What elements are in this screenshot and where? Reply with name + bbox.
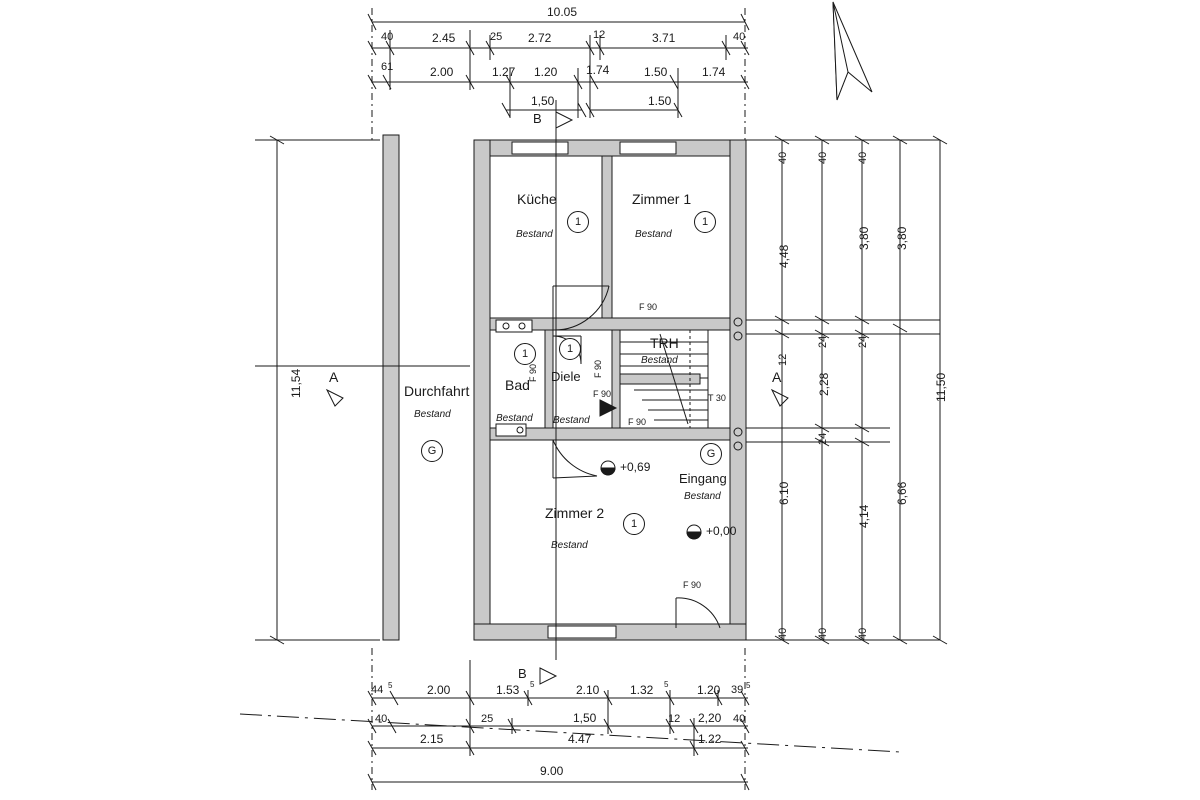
dim-top-r1-3: 2.72: [528, 31, 552, 45]
fire-rating-f90-6: F 90: [683, 580, 702, 590]
room-label-bad: Bad: [505, 377, 530, 393]
dim-right-b-4: 40: [817, 627, 829, 640]
fire-rating-f90-5: F 90: [628, 417, 647, 427]
dim-right-a-4: 40: [777, 627, 789, 640]
dim-top-r1-2: 25: [490, 31, 503, 43]
dim-bottom-r2-1: 25: [481, 713, 494, 725]
dim-left-vertical: 11,54: [289, 368, 303, 398]
room-tag-trh: Bestand: [641, 355, 678, 366]
dim-top-r3-0: 1,50: [531, 94, 555, 108]
dim-right-a-0: 40: [777, 151, 789, 164]
dim-right-c-2: 24: [857, 335, 869, 348]
dim-bottom-r1-4: 5: [530, 680, 535, 689]
room-tag-zimmer1: Bestand: [635, 229, 672, 240]
room-marker-zimmer2: 1: [623, 513, 645, 535]
dim-bottom-r2-4: 2,20: [698, 711, 722, 725]
room-marker-durchfahrt: G: [421, 440, 443, 462]
dim-bottom-r2-3: 12: [668, 713, 681, 725]
room-marker-diele: 1: [559, 338, 581, 360]
dim-bottom-r3-1: 4.47: [568, 732, 592, 746]
level-mark-000: +0,00: [706, 524, 737, 538]
dim-top-r1-0: 40: [381, 31, 394, 43]
room-label-kueche: Küche: [517, 191, 557, 207]
fire-rating-f90-2: F 90: [593, 359, 603, 378]
dim-top-r1-1: 2.45: [432, 31, 456, 45]
dim-bottom-r2-2: 1,50: [573, 711, 597, 725]
dim-right-c-1: 3,80: [857, 226, 871, 250]
dim-bottom-r1-8: 1.20: [697, 683, 721, 697]
dim-right-b-0: 40: [817, 151, 829, 164]
dim-bottom-r3-2: 1.22: [698, 732, 722, 746]
dim-bottom-r1-0: 44: [371, 684, 384, 696]
dim-bottom-r1-9: 39: [731, 684, 744, 696]
dim-right-a-1: 4,48: [777, 244, 791, 268]
dim-bottom-r2-5: 40: [733, 713, 746, 725]
room-label-durchfahrt: Durchfahrt: [404, 383, 470, 399]
dim-top-r2-1: 2.00: [430, 65, 454, 79]
dim-right-c-0: 40: [857, 151, 869, 164]
dim-bottom-r1-10: 5: [746, 681, 751, 690]
dim-bottom-r2-0: 40: [375, 713, 388, 725]
section-mark-b-top: B: [533, 111, 542, 126]
dim-top-r3-1: 1.50: [648, 94, 672, 108]
room-tag-diele: Bestand: [553, 415, 590, 426]
room-label-diele: Diele: [551, 369, 581, 384]
dim-bottom-overall: 9.00: [540, 764, 564, 778]
dim-right-b-2: 2,28: [817, 372, 831, 396]
dim-top-r2-3: 1.20: [534, 65, 558, 79]
room-marker-eingang: G: [700, 443, 722, 465]
dim-top-r1-4: 12: [593, 29, 606, 41]
room-marker-zimmer1: 1: [694, 211, 716, 233]
dim-top-r2-5: 1.50: [644, 65, 668, 79]
section-mark-a-left: A: [329, 369, 339, 385]
room-tag-kueche: Bestand: [516, 229, 553, 240]
dim-right-c-3: 4,14: [857, 504, 871, 528]
room-tag-eingang: Bestand: [684, 491, 721, 502]
fire-rating-f90-4: F 90: [593, 389, 612, 399]
dim-top-r2-6: 1.74: [702, 65, 726, 79]
dim-top-r1-5: 3.71: [652, 31, 676, 45]
dim-right-c-4: 40: [857, 627, 869, 640]
fire-rating-f90-1: F 90: [639, 302, 658, 312]
dim-bottom-r1-1: 5: [388, 681, 393, 690]
dim-right-e-0: 11,50: [934, 372, 948, 402]
room-label-zimmer2: Zimmer 2: [545, 505, 605, 521]
section-mark-b-bottom: B: [518, 666, 527, 681]
dim-top-r2-4: 1.74: [586, 63, 610, 77]
room-tag-durchfahrt: Bestand: [414, 409, 451, 420]
dim-bottom-r1-3: 1.53: [496, 683, 520, 697]
dim-bottom-r1-5: 2.10: [576, 683, 600, 697]
fire-rating-t30: T 30: [708, 393, 726, 403]
dim-top-r2-2: 1.27: [492, 65, 516, 79]
dim-bottom-r1-6: 1.32: [630, 683, 654, 697]
room-marker-bad: 1: [514, 343, 536, 365]
dim-bottom-r1-2: 2.00: [427, 683, 451, 697]
dim-right-b-1: 24: [817, 335, 829, 348]
dim-bottom-r1-7: 5: [664, 680, 669, 689]
dim-right-a-3: 6.10: [777, 481, 791, 505]
room-label-trh: TRH: [650, 335, 679, 351]
dim-top-r2-0: 61: [381, 61, 394, 73]
dim-right-a-2: 12: [777, 353, 789, 366]
dim-bottom-r3-0: 2.15: [420, 732, 444, 746]
fire-rating-f90-3: F 90: [528, 363, 538, 382]
dim-right-d-1: 6,66: [895, 481, 909, 505]
room-label-zimmer1: Zimmer 1: [632, 191, 692, 207]
room-tag-bad: Bestand: [496, 413, 533, 424]
section-mark-a-right: A: [772, 369, 782, 385]
dim-top-r1-6: 40: [733, 31, 746, 43]
room-tag-zimmer2: Bestand: [551, 540, 588, 551]
dim-right-b-3: 24: [817, 432, 829, 445]
dim-right-d-0: 3,80: [895, 226, 909, 250]
room-marker-kueche: 1: [567, 211, 589, 233]
level-mark-069: +0,69: [620, 460, 651, 474]
room-label-eingang: Eingang: [679, 471, 727, 486]
dim-top-overall: 10.05: [547, 5, 578, 19]
